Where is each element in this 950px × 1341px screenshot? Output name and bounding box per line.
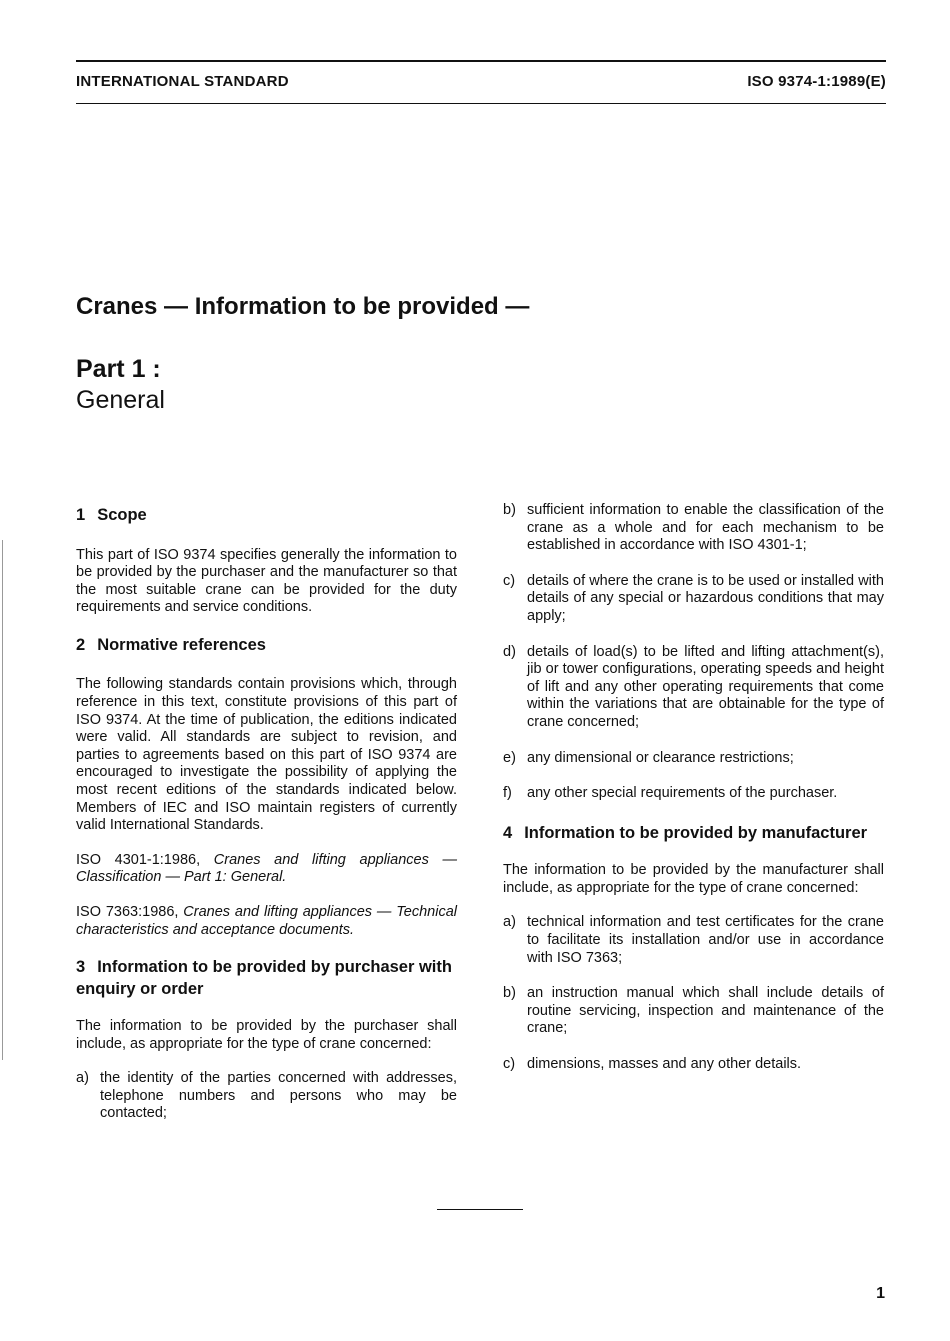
section-1-heading bbox=[76, 505, 457, 527]
list-item bbox=[503, 644, 884, 732]
list-item-label: e) bbox=[503, 749, 516, 766]
header-top-rule bbox=[76, 60, 886, 62]
section-number: 1 bbox=[76, 506, 86, 524]
list-item-text: any other special requirements of the purchaser. bbox=[527, 785, 838, 802]
list-item bbox=[503, 1056, 884, 1074]
list-item-label: c) bbox=[503, 572, 516, 589]
list-item-text: details of where the crane is to be used or installed with details of any special or hazardous conditions that may apply; bbox=[527, 572, 884, 624]
list-item-text: an instruction manual which shall include details of routine servicing, inspection and maintenance of the crane; bbox=[527, 985, 884, 1037]
list-item-text: details of load(s) to be lifted and lifting attachment(s), jib or tower configurations, operating speeds and height of lift and any other operating requirements that come within the variations that are obtainable for the type of crane concerned; bbox=[527, 643, 884, 730]
list-item-text: technical information and test certificates for the crane to facilitate its installation and/or use in accordance with ISO 7363; bbox=[527, 914, 884, 966]
document-type-label: INTERNATIONAL STANDARD bbox=[76, 73, 289, 90]
normative-references-paragraph: The following standards contain provisions which, through reference in this text, constitute provisions of this part of ISO 9374. At the time of publication, the editions indicated were valid. All standards are subject to revision, and parties to agreements based on this part of ISO 9374 are encouraged to investigate the possibility of applying the most recent editions of the standards indicated below. Members of IEC and ISO maintain registers of currently valid International Standards. bbox=[76, 676, 457, 834]
end-of-text-rule bbox=[437, 1209, 523, 1210]
part-subtitle: General bbox=[76, 386, 165, 414]
list-item-text: any dimensional or clearance restrictions; bbox=[527, 749, 794, 766]
purchaser-intro-paragraph: The information to be provided by the purchaser shall include, as appropriate for the type of crane concerned: bbox=[76, 1018, 457, 1052]
list-item-text: sufficient information to enable the classification of the crane as a whole and for each mechanism to be established in accordance with ISO 4301-1; bbox=[527, 502, 884, 554]
reference-code: ISO 4301-1:1986, bbox=[76, 851, 201, 868]
list-item-label: c) bbox=[503, 1055, 516, 1072]
list-item bbox=[503, 914, 884, 967]
section-number: 3 bbox=[76, 958, 86, 977]
list-item-label: b) bbox=[503, 985, 516, 1002]
list-item-text: the identity of the parties concerned with addresses, telephone numbers and persons who may be contacted; bbox=[100, 1070, 457, 1122]
section-title: Scope bbox=[97, 506, 147, 524]
page-number: 1 bbox=[876, 1285, 885, 1302]
section-4-heading bbox=[503, 823, 884, 845]
list-item bbox=[503, 502, 884, 555]
document-reference: ISO 9374-1:1989(E) bbox=[747, 73, 886, 90]
list-item bbox=[503, 985, 884, 1038]
list-item-label: a) bbox=[503, 914, 516, 931]
manufacturer-intro-paragraph: The information to be provided by the manufacturer shall include, as appropriate for the type of crane concerned: bbox=[503, 862, 884, 896]
left-column bbox=[76, 505, 457, 1123]
section-title: Information to be provided by manufacturer bbox=[524, 823, 868, 842]
list-item-text: dimensions, masses and any other details. bbox=[527, 1055, 802, 1072]
part-label: Part 1 : bbox=[76, 355, 161, 383]
list-item-label: b) bbox=[503, 502, 516, 518]
section-3-heading bbox=[76, 957, 457, 1000]
list-item bbox=[76, 1070, 457, 1123]
scope-paragraph: This part of ISO 9374 specifies generally the information to be provided by the purchaser and the manufacturer so that the most suitable crane can be provided for the duty requirements and service conditions. bbox=[76, 546, 457, 616]
section-title: Normative references bbox=[97, 635, 266, 654]
list-item bbox=[503, 785, 884, 803]
reference-iso-4301-1 bbox=[76, 852, 457, 887]
reference-title: Cranes and lifting appliances — Classification — Part 1: General. bbox=[76, 851, 457, 886]
section-number: 2 bbox=[76, 635, 86, 654]
list-item bbox=[503, 573, 884, 626]
header-bottom-rule bbox=[76, 103, 886, 104]
document-title: Cranes — Information to be provided — bbox=[76, 293, 530, 320]
list-item-label: a) bbox=[76, 1070, 89, 1087]
reference-title: Cranes and lifting appliances — Technical characteristics and acceptance documents. bbox=[76, 903, 457, 938]
right-column bbox=[503, 502, 884, 1074]
section-2-heading bbox=[76, 635, 457, 657]
section-number: 4 bbox=[503, 823, 513, 842]
section-title: Information to be provided by purchaser with enquiry or order bbox=[76, 958, 452, 998]
list-item-label: d) bbox=[503, 643, 516, 660]
list-item-label: f) bbox=[503, 785, 512, 802]
reference-iso-7363 bbox=[76, 904, 457, 939]
reference-code: ISO 7363:1986, bbox=[76, 903, 179, 920]
scan-edge-line bbox=[2, 540, 3, 1060]
list-item bbox=[503, 750, 884, 768]
